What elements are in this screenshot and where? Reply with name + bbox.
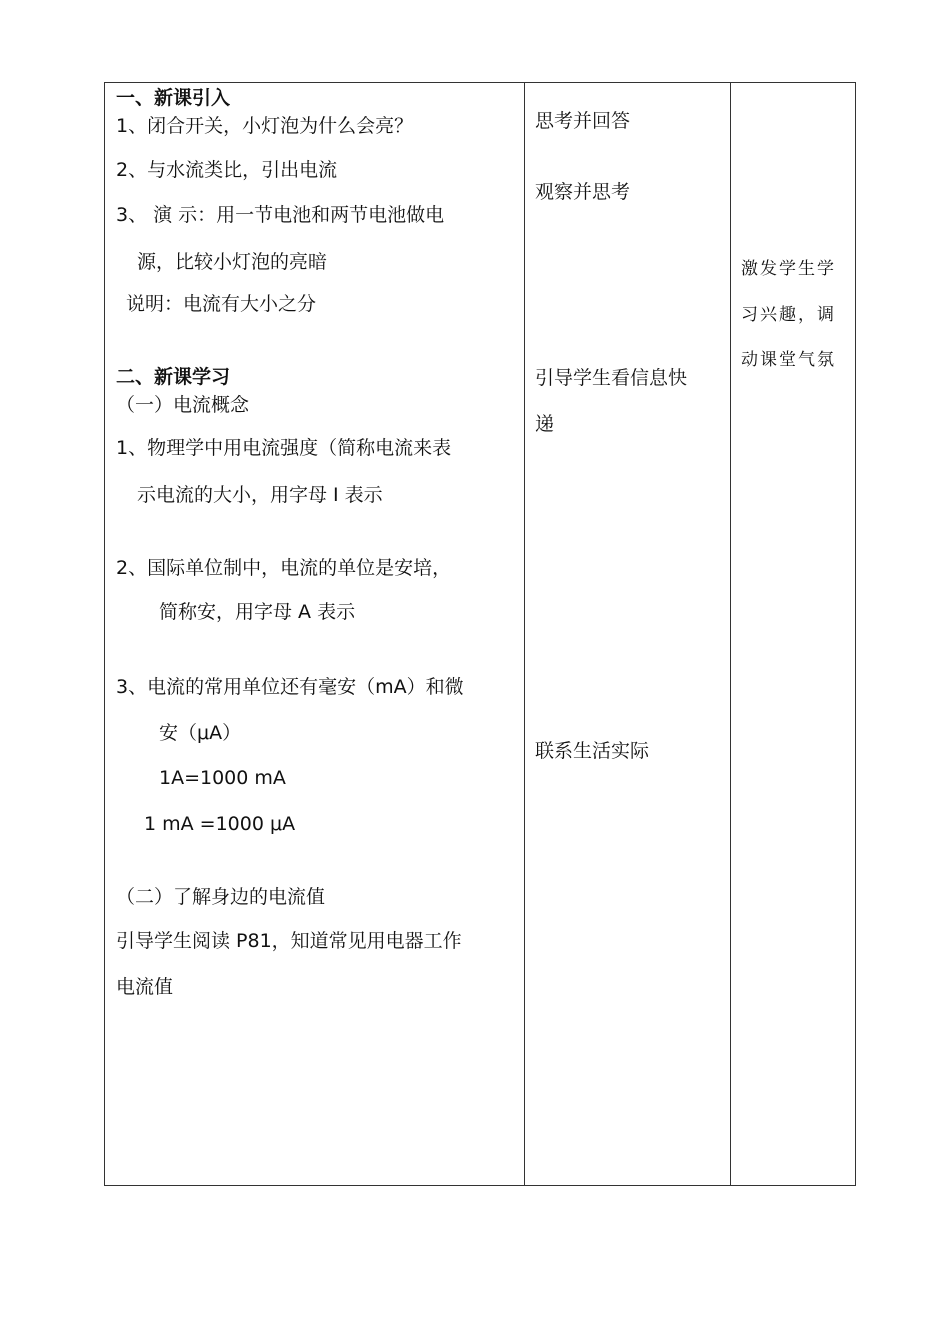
- column-divider: [730, 83, 731, 1185]
- conversion-equation-2: 1 mA =1000 μA: [144, 813, 296, 835]
- concept-item-2-line1: 2、国际单位制中，电流的单位是安培，: [116, 557, 452, 579]
- concept-item-3-line1: 3、电流的常用单位还有毫安（mA）和微: [116, 676, 464, 698]
- everyday-line-2: 电流值: [116, 976, 174, 998]
- intro-item-3-line2: 源，比较小灯泡的亮暗: [137, 251, 328, 273]
- intent-line-1: 激发学生学: [741, 259, 836, 279]
- subsection-title-concept: （一）电流概念: [116, 394, 250, 416]
- intent-line-3: 动课堂气氛: [741, 350, 836, 370]
- activity-guide-line1: 引导学生看信息快: [535, 367, 688, 389]
- activity-real-life: 联系生活实际: [535, 740, 650, 762]
- lesson-plan-table: [104, 82, 856, 1186]
- intent-line-2: 习兴趣，调: [741, 305, 836, 325]
- concept-item-1-line1: 1、物理学中用电流强度（简称电流来表: [116, 437, 452, 459]
- activity-think-answer: 思考并回答: [535, 110, 631, 132]
- concept-item-3-line2: 安（μA）: [159, 722, 242, 744]
- intro-item-1: 1、闭合开关，小灯泡为什么会亮？: [116, 115, 414, 137]
- section-title-intro: 一、新课引入: [116, 87, 231, 109]
- section-title-study: 二、新课学习: [116, 366, 231, 388]
- intro-item-3-line1: 3、 演 示：用一节电池和两节电池做电: [116, 204, 445, 226]
- everyday-line-1: 引导学生阅读 P81，知道常见用电器工作: [116, 930, 462, 952]
- activity-guide-line2: 递: [535, 413, 555, 435]
- concept-item-2-line2: 简称安，用字母 A 表示: [159, 601, 356, 623]
- conversion-equation-1: 1A=1000 mA: [159, 767, 286, 789]
- concept-item-1-line2: 示电流的大小，用字母 I 表示: [137, 484, 383, 506]
- intro-note: 说明：电流有大小之分: [126, 293, 317, 315]
- activity-observe-think: 观察并思考: [535, 181, 631, 203]
- subsection-title-everyday: （二）了解身边的电流值: [116, 886, 326, 908]
- column-divider: [524, 83, 525, 1185]
- intro-item-2: 2、与水流类比，引出电流: [116, 159, 338, 181]
